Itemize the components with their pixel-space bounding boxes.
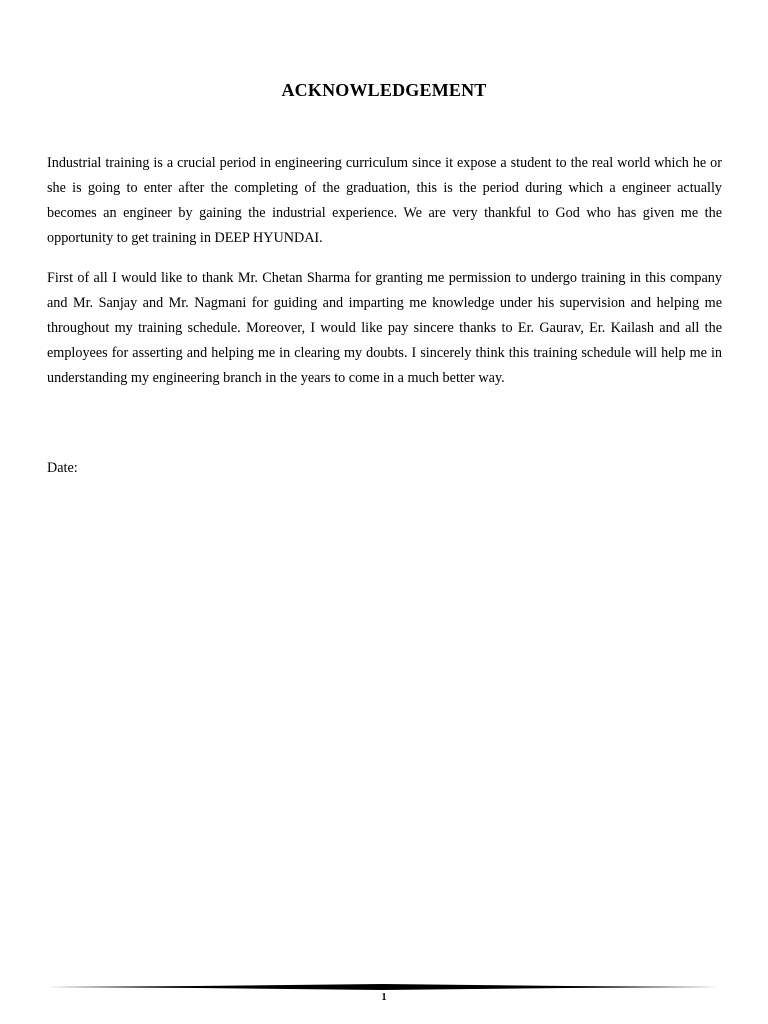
paragraph-intro: Industrial training is a crucial period in engineering curriculum since it expose a student to the real world which he or she is going to enter after the completing of the graduation, this is the period during which a engineer actually becomes an engineer by gaining the industrial experience. We are very thankful to God who has given me the opportunity to get training in DEEP HYUNDAI. [47, 155, 722, 247]
paragraph-thanks: First of all I would like to thank Mr. Chetan Sharma for granting me permission to undergo training in this company and Mr. Sanjay and Mr. Nagmani for guiding and imparting me knowledge under his supervision and helping me throughout my training schedule. Moreover, I would like pay sincere thanks to Er. Gaurav, Er. Kailash and all the employees for asserting and helping me in clearing my doubts. I sincerely think this training schedule will help me in understanding my engineering branch in the years to come in a much better way. [47, 270, 722, 387]
page-number: 1 [381, 992, 387, 1003]
page-title: ACKNOWLEDGEMENT [281, 80, 487, 100]
footer-divider [47, 983, 720, 991]
date-label: Date: [47, 460, 78, 476]
